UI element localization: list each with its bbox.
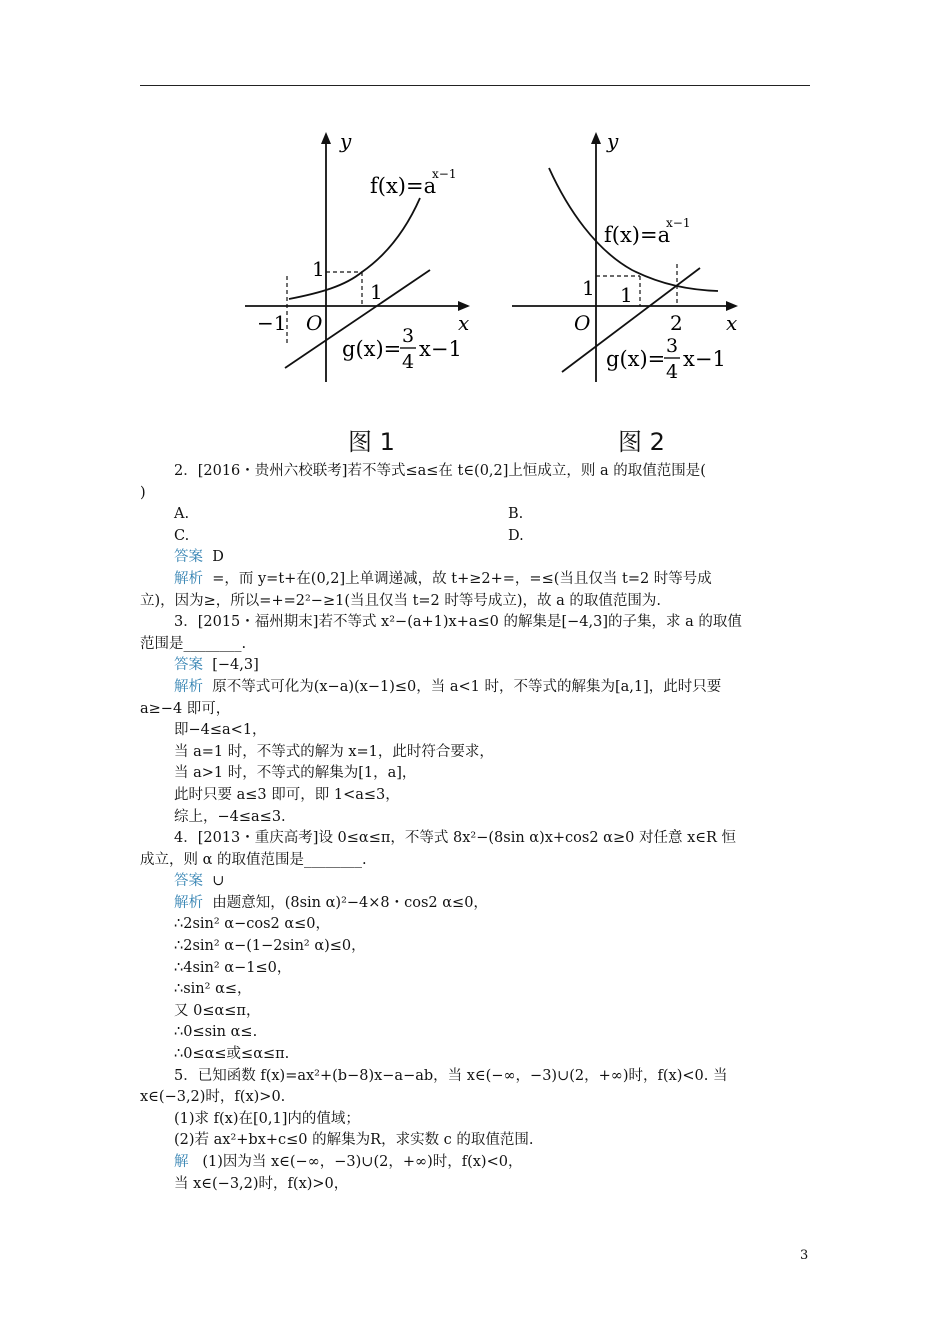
answer-label: 答案	[174, 873, 203, 890]
q2-option-c: C.	[174, 527, 190, 544]
q5-sub1: (1)求 f(x)在[0,1]内的值域；	[174, 1110, 360, 1127]
q2-options-ab	[140, 504, 812, 526]
figure-1-caption: 图 1	[348, 428, 395, 456]
q2-answer-line	[140, 547, 812, 569]
q4-stem-line2: 成立，则 α 的取值范围是________.	[140, 851, 367, 868]
q4-stem-line1: 4．[2013・重庆高考]设 0≤α≤π，不等式 8x²−(8sin α)x+cos2 α≥0 对任意 x∈R 恒	[174, 830, 737, 847]
figures	[0, 0, 950, 470]
fig1-f-label: f(x)=a	[370, 174, 437, 198]
fig2-y-label: y	[607, 129, 619, 153]
q4-line: 又 0≤α≤π，	[174, 1002, 261, 1019]
q2-stem-line1: 2．[2016・贵州六校联考]若不等式≤a≤在 t∈(0,2]上恒成立，则 a 的取值范围是(	[174, 463, 706, 479]
solution-label: 解	[174, 1154, 189, 1170]
q2-option-d: D.	[508, 527, 524, 544]
fig2-g-label: g(x)=	[606, 347, 666, 371]
q3-line: 综上，−4≤a≤3.	[174, 808, 286, 825]
q4-answer: ∪	[212, 873, 225, 890]
q4-line: ∴0≤sin α≤.	[174, 1024, 258, 1041]
fig2-f-label: f(x)=a	[604, 223, 671, 247]
fig2-tick-2: 2	[670, 311, 683, 335]
q2-answer: D	[212, 549, 224, 566]
q2-analysis-line2: 立)，因为≥，所以=+=2²−≥1(当且仅当 t=2 时等号成立)，故 a 的取值范围为.	[140, 592, 662, 609]
fig1-frac-den: 4	[402, 351, 415, 373]
q4-answer-line	[140, 871, 812, 893]
q3-answer: [−4,3]	[212, 657, 259, 674]
q3-analysis-text1: 原不等式可化为(x−a)(x−1)≤0，当 a<1 时，不等式的解集为[a,1]，此时只要	[212, 678, 722, 695]
figure-2-caption: 图 2	[618, 428, 665, 456]
q3-analysis-line1	[140, 677, 812, 699]
fig2-frac-num: 3	[666, 335, 679, 357]
fig1-y-label: y	[340, 129, 352, 153]
fig1-x-arrow-icon	[458, 301, 470, 311]
fig2-f-exponent: x−1	[666, 216, 691, 230]
figure-1	[245, 129, 470, 382]
q3-stem-line2: 范围是________.	[140, 635, 247, 652]
q2-analysis-line1	[140, 569, 812, 591]
q3-line: 即−4≤a<1，	[174, 722, 267, 739]
page-number: 3	[800, 1248, 809, 1263]
q4-line: ∴2sin² α−(1−2sin² α)≤0，	[174, 938, 366, 955]
fig2-y-arrow-icon	[591, 132, 601, 144]
fig1-f-exponent: x−1	[432, 167, 457, 181]
fig2-x-label: x	[726, 311, 738, 335]
analysis-label: 解析	[174, 678, 203, 695]
fig1-frac-num: 3	[402, 325, 415, 347]
body-text	[140, 461, 812, 1195]
q3-analysis-line2: a≥−4 即可，	[140, 700, 231, 717]
figure-2	[512, 129, 738, 383]
q4-line: ∴4sin² α−1≤0，	[174, 959, 292, 976]
q2-stem-line2: )	[140, 484, 146, 501]
q2-options-cd	[140, 526, 812, 548]
q3-line: 当 a>1 时，不等式的解集为[1，a]，	[174, 765, 417, 782]
q4-analysis-line1	[140, 893, 812, 915]
q4-analysis-text1: 由题意知，(8sin α)²−4×8・cos2 α≤0，	[212, 894, 488, 911]
q5-stem-line2: x∈(−3,2)时，f(x)>0.	[140, 1089, 286, 1106]
fig2-tick-y1: 1	[582, 276, 595, 300]
q3-stem-line1: 3．[2015・福州期末]若不等式 x²−(a+1)x+a≤0 的解集是[−4,3]的子集，求 a 的取值	[174, 614, 742, 631]
q5-solution-line2: 当 x∈(−3,2)时，f(x)>0，	[174, 1175, 349, 1192]
fig1-tick-x1: 1	[370, 280, 383, 304]
q5-solution-line1	[140, 1152, 812, 1174]
fig2-origin: O	[574, 311, 591, 335]
q2-option-b: B.	[508, 506, 524, 523]
fig1-y-arrow-icon	[321, 132, 331, 144]
answer-label: 答案	[174, 657, 203, 674]
fig2-tick-x1: 1	[620, 283, 633, 307]
fig1-tick-y1: 1	[312, 257, 325, 281]
q3-answer-line	[140, 655, 812, 677]
q4-line: ∴2sin² α−cos2 α≤0，	[174, 916, 331, 933]
fig1-origin: O	[306, 311, 323, 335]
q2-analysis-text1: =，而 y=t+在(0,2]上单调递减，故 t+≥2+=，=≤(当且仅当 t=2 时等号成	[212, 570, 712, 587]
q3-line: 当 a=1 时，不等式的解为 x=1，此时符合要求，	[174, 743, 494, 760]
fig1-f-curve	[289, 198, 420, 299]
q5-stem-line1: 5．已知函数 f(x)=ax²+(b−8)x−a−ab，当 x∈(−∞，−3)∪(2，+∞)时，f(x)<0. 当	[174, 1067, 728, 1084]
q2-option-a: A.	[174, 506, 190, 523]
analysis-label: 解析	[174, 894, 203, 911]
fig2-g-suffix: x−1	[683, 347, 726, 371]
q5-solution-text1: (1)因为当 x∈(−∞，−3)∪(2，+∞)时，f(x)<0，	[202, 1154, 523, 1170]
fig1-g-label: g(x)=	[342, 337, 402, 361]
analysis-label: 解析	[174, 570, 203, 587]
fig2-frac-den: 4	[666, 361, 679, 383]
fig2-x-arrow-icon	[726, 301, 738, 311]
fig1-tick-neg1: −1	[257, 311, 287, 335]
fig1-g-suffix: x−1	[419, 337, 462, 361]
q3-line: 此时只要 a≤3 即可，即 1<a≤3，	[174, 786, 400, 803]
q5-sub2: (2)若 ax²+bx+c≤0 的解集为R，求实数 c 的取值范围.	[174, 1132, 534, 1149]
q4-line: ∴0≤α≤或≤α≤π.	[174, 1046, 290, 1063]
answer-label: 答案	[174, 549, 203, 566]
fig1-x-label: x	[458, 311, 470, 335]
q4-line: ∴sin² α≤，	[174, 981, 252, 998]
